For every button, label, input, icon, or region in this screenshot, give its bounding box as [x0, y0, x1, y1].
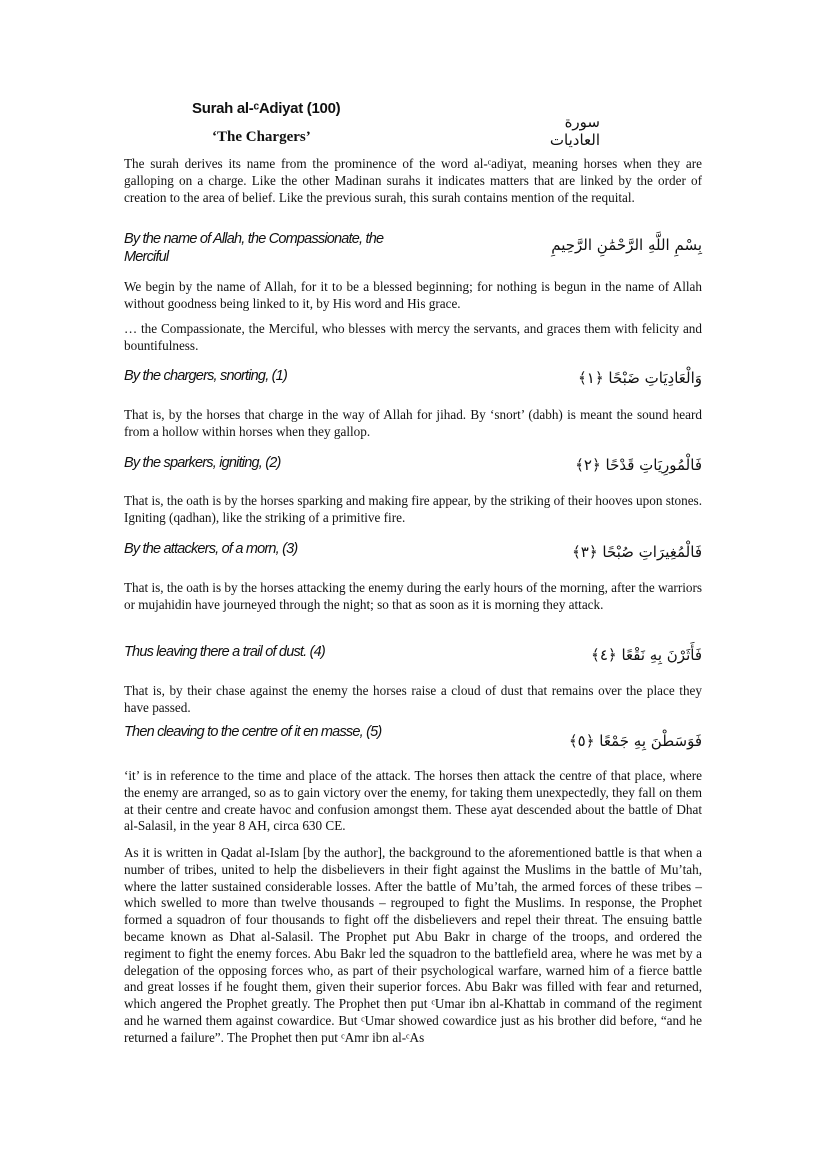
arabic-surah-title: سورة العاديات [549, 113, 600, 149]
surah-title: Surah al-ᶜAdiyat (100) [192, 100, 341, 117]
basmala-paragraph-1: We begin by the name of Allah, for it to be a blessed beginning; for nothing is begun in the name of Allah without goodness being linked to it, by His word and His grace. [124, 279, 702, 311]
verse-2-commentary: That is, the oath is by the horses sparking and making fire appear, by the striking of their hooves upon stones. Igniting (qadhan), like the striking of a primitive fire. [124, 493, 702, 525]
verse-4: فَأَثَرْنَ بِهِ نَقْعًا ﴿٤﴾ [591, 646, 702, 664]
heading-verse-5: Then cleaving to the centre of it en masse, (5) [124, 724, 382, 740]
verse-2: فَالْمُورِيَاتِ قَدْحًا ﴿٢﴾ [575, 456, 702, 474]
verse-1: وَالْعَادِيَاتِ ضَبْحًا ﴿١﴾ [577, 369, 702, 387]
basmala-paragraph-2: … the Compassionate, the Merciful, who blesses with mercy the servants, and graces them with felicity and bountifulness. [124, 321, 702, 353]
heading-verse-4: Thus leaving there a trail of dust. (4) [124, 644, 325, 660]
heading-verse-2: By the sparkers, igniting, (2) [124, 455, 281, 471]
heading-basmala: By the name of Allah, the Compassionate, the Merciful [124, 231, 384, 265]
verse-basmala: بِسْمِ اللَّهِ الرَّحْمَٰنِ الرَّحِيمِ [551, 236, 702, 254]
surah-subtitle: ‘The Chargers’ [212, 129, 311, 145]
verse-5: فَوَسَطْنَ بِهِ جَمْعًا ﴿٥﴾ [568, 732, 702, 750]
verse-3-commentary: That is, the oath is by the horses attacking the enemy during the early hours of the morning, after the warriors or mujahidin have journeyed through the night; so that as soon as it is morning they attack. [124, 580, 702, 612]
heading-verse-3: By the attackers, of a morn, (3) [124, 541, 298, 557]
verse-1-commentary: That is, by the horses that charge in the way of Allah for jihad. By ‘snort’ (dabh) is meant the sound heard from a hollow within horses when they gallop. [124, 407, 702, 439]
verse-4-commentary: That is, by their chase against the enemy the horses raise a cloud of dust that remains over the place they have passed. [124, 683, 702, 715]
history-paragraph: As it is written in Qadat al-Islam [by the author], the background to the aforementioned battle is that when a number of tribes, united to help the disbelievers in their fight against the Muslims in the battle of Mu’tah, where the latter sustained considerable losses. After the battle of Mu’tah, the armed forces of these tribes – which swelled to more than twelve thousands – regrouped to fight the Muslims. In response, the Prophet formed a squadron of four thousands to fight off the disbelievers and repel their threat. The ensuing battle became known as Dhat al-Salasil. The Prophet put Abu Bakr in charge of the troops, and ordered the regiment to fight the enemy forces. Abu Bakr led the squadron to the battlefield area, where he was met by a delegation of the opposing forces who, as part of their psychological warfare, warned him of a fierce battle and great losses if he fought them, given their superior forces. Abu Bakr was filled with fear and returned, which angered the Prophet greatly. The Prophet then put ᶜUmar ibn al-Khattab in command of the regiment and he warned them against cowardice. But ᶜUmar showed cowardice just as his brother did before, “and he returned a failure”. The Prophet then put ᶜAmr ibn al-ᶜAs [124, 845, 702, 1045]
intro-paragraph: The surah derives its name from the prominence of the word al-ᶜadiyat, meaning horses when they are galloping on a charge. Like the other Madinan surahs it indicates matters that are linked by the order of creation to the area of belief. Like the previous surah, this surah contains mention of the requital. [124, 156, 702, 205]
verse-5-commentary: ‘it’ is in reference to the time and place of the attack. The horses then attack the centre of that place, where the enemy are arranged, so as to gain victory over the enemy, for taking them unexpectedly, they fall on them at their centre and create havoc and confusion amongst them. These ayat descended about the battle of Dhat al-Salasil, in the year 8 AH, circa 630 CE. [124, 768, 702, 834]
verse-3: فَالْمُغِيرَاتِ صُبْحًا ﴿٣﴾ [571, 543, 702, 561]
heading-verse-1: By the chargers, snorting, (1) [124, 368, 287, 384]
